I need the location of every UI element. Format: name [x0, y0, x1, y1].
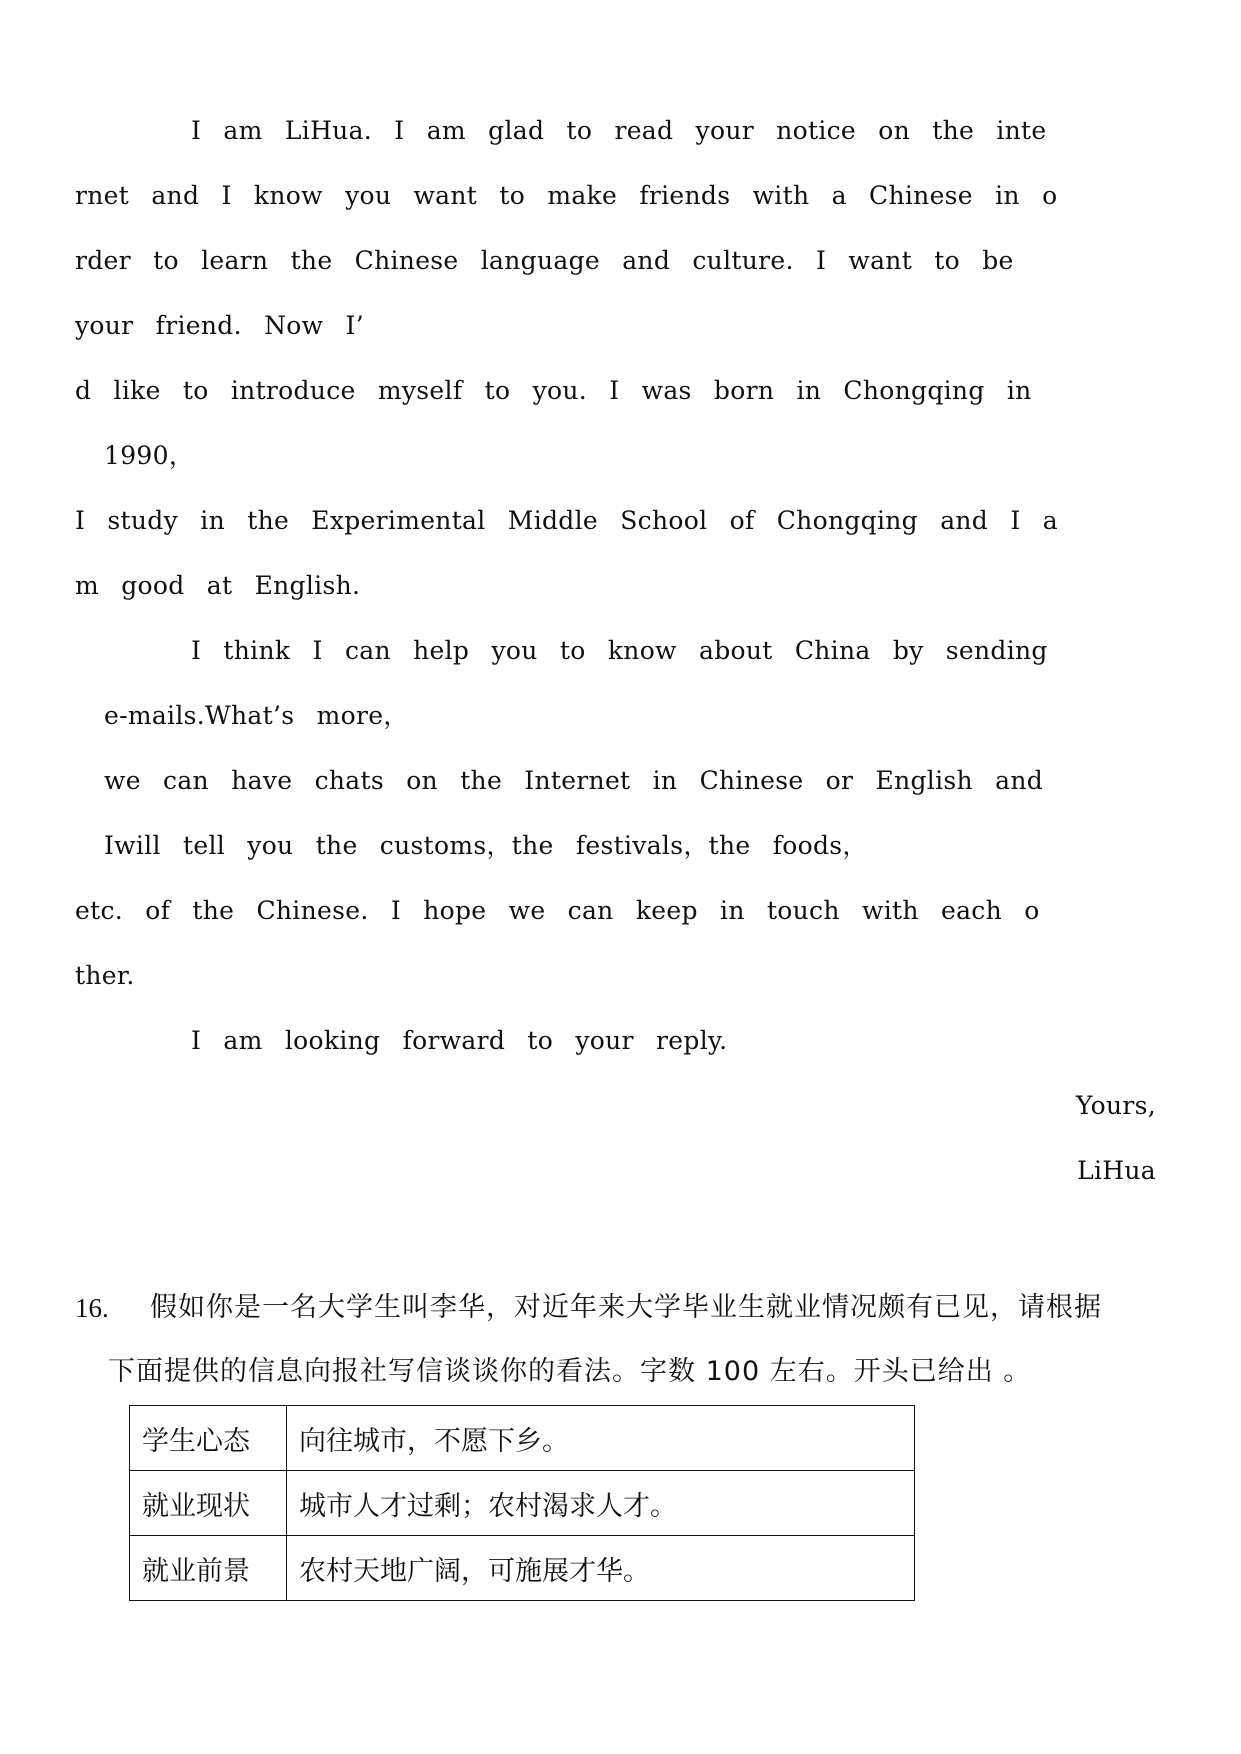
table-row-content: 农村天地广阔，可施展才华。 — [287, 1536, 915, 1601]
table-row-label: 就业前景 — [130, 1536, 287, 1601]
table-row-content: 向往城市，不愿下乡。 — [287, 1406, 915, 1471]
question-text-line: 下面提供的信息向报社写信谈谈你的看法。字数 100 左右。开头已给出 。 — [108, 1356, 1032, 1387]
letter-line: ther. — [75, 961, 135, 990]
letter-line: we can have chats on the Internet in Chinese or English and — [104, 766, 1044, 795]
info-table — [129, 1405, 915, 1601]
table-row-label: 学生心态 — [130, 1406, 287, 1471]
letter-line: d like to introduce myself to you. I was born in Chongqing in — [75, 376, 1032, 405]
letter-line: Iwill tell you the customs，the festivals，the foods， — [104, 831, 868, 860]
table-row — [130, 1406, 915, 1471]
letter-line: e-mails.What’s more， — [104, 701, 409, 730]
letter-line: I am looking forward to your reply. — [191, 1026, 728, 1055]
table-row-label: 就业现状 — [130, 1471, 287, 1536]
question-text-line: 假如你是一名大学生叫李华，对近年来大学毕业生就业情况颇有已见，请根据 — [150, 1292, 1102, 1323]
letter-line: I am LiHua. I am glad to read your notice on the inte — [191, 116, 1047, 145]
letter-line: your friend. Now I’ — [75, 311, 364, 340]
letter-line: rder to learn the Chinese language and culture. I want to be — [75, 246, 1014, 275]
letter-line: 1990， — [104, 441, 195, 470]
question-number: 16. — [75, 1293, 109, 1323]
table-row-content: 城市人才过剩；农村渴求人才。 — [287, 1471, 915, 1536]
letter-line: m good at English. — [75, 571, 361, 600]
letter-closing: Yours, — [1075, 1091, 1156, 1120]
table-row — [130, 1536, 915, 1601]
table-row — [130, 1471, 915, 1536]
letter-signature: LiHua — [1077, 1156, 1156, 1185]
letter-line: rnet and I know you want to make friends with a Chinese in o — [75, 181, 1058, 210]
letter-line: I study in the Experimental Middle School of Chongqing and I a — [75, 506, 1058, 535]
letter-line: I think I can help you to know about China by sending — [191, 636, 1048, 665]
letter-line: etc. of the Chinese. I hope we can keep in touch with each o — [75, 896, 1040, 925]
